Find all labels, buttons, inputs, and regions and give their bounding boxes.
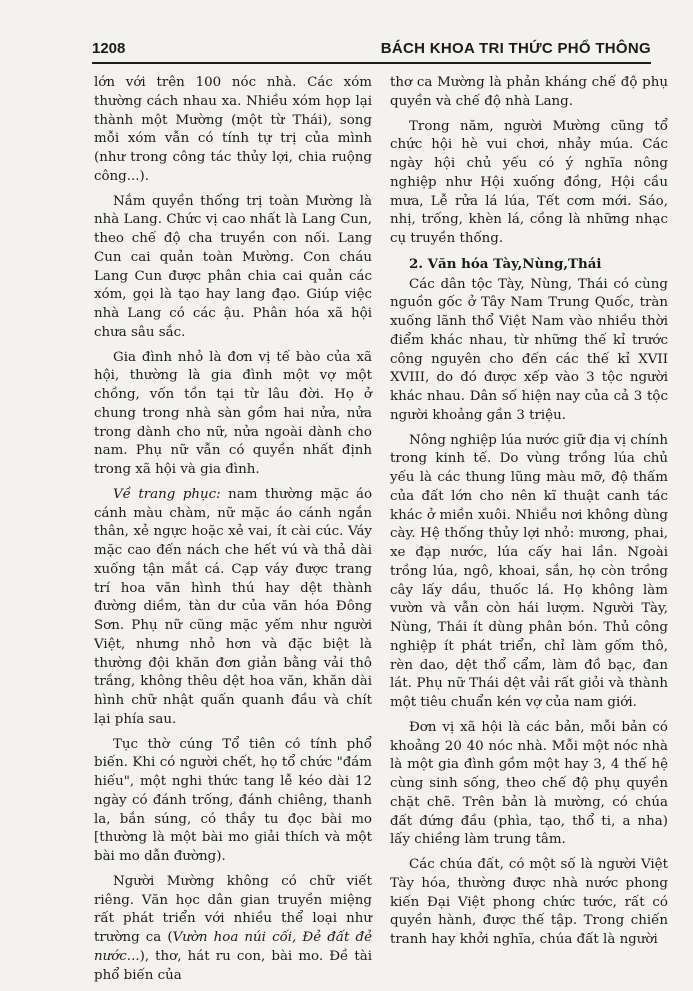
paragraph-literature [94, 873, 372, 986]
paragraph: Nắm quyền thống trị toàn Mường là nhà Lang. Chức vị cao nhất là Lang Cun, theo chế độ cha truyền con nối. Lang Cun cai quản toàn Mường. Con cháu Lang Cun được phân chia cai quản các xóm, gọi là tạo hay lang đạo. Giúp việc nhà Lang có các ậu. Phân hóa xã hội chưa sâu sắc. [94, 193, 372, 340]
page-header [92, 36, 651, 64]
paragraph: Nông nghiệp lúa nước giữ địa vị chính trong kinh tế. Do vùng trồng lúa chủ yếu là các thung lũng màu mỡ, độ thấm của đất lớn cho nên kĩ thuật canh tác khác ở miền xuôi. Nhiều nơi không dùng cày. Hệ thống thủy lợi nhỏ: mương, phai, xe đạp nước, lúa cấy hai lần. Ngoài trồng lúa, ngô, khoai, sắn, họ còn trồng cây lấy dầu, thuốc lá. Họ không làm vườn và vẫn còn hái lượm. Người Tày, Nùng, Thái ít dùng phân bón. Thủ công nghiệp ít phát triển, chỉ làm gốm thô, rèn dao, dệt thổ cẩm, làm đồ bạc, đan lát. Phụ nữ Thái dệt vải rất giỏi và thành một tiêu chuẩn kén vợ của nam giới. [390, 432, 668, 710]
right-column [390, 74, 668, 956]
literature-works: Vườn hoa núi cối, Đẻ đất đẻ nước... [94, 930, 372, 964]
book-title: BÁCH KHOA TRI THỨC PHỔ THÔNG [380, 40, 651, 57]
page-number: 1208 [92, 40, 126, 57]
paragraph-costume [94, 486, 372, 730]
paragraph: Các dân tộc Tày, Nùng, Thái có cùng nguồn gốc ở Tây Nam Trung Quốc, tràn xuống lãnh thổ Việt Nam vào nhiều thời điểm khác nhau, từ những thế kỉ trước công nguyên cho đến các thế kỉ XVII XVIII, do đó được xếp vào 3 tộc người khác nhau. Dân số hiện nay của cả 3 tộc người khoảng gần 3 triệu. [390, 276, 668, 423]
paragraph: Đơn vị xã hội là các bản, mỗi bản có khoảng 20 40 nóc nhà. Mỗi một nóc nhà là một gia đình gồm một hay 3, 4 thế hệ cùng sinh sống, theo chế độ phụ quyền chặt chẽ. Trên bản là mường, có chúa đất đứng đầu (phìa, tạo, thổ ti, a nha) lấy chiềng làm trung tâm. [390, 719, 668, 848]
paragraph: lớn với trên 100 nóc nhà. Các xóm thường cách nhau xa. Nhiều xóm họp lại thành một Mường (một từ Thái), song mỗi xóm vẫn có tính tự trị của mình (như trong công tác thủy lợi, chia ruộng công...). [94, 75, 372, 184]
costume-lead: Về trang phục: [113, 486, 221, 502]
costume-body: nam thường mặc áo cánh màu chàm, nữ mặc áo cánh ngắn thân, xẻ ngực hoặc xẻ vai, ít cài cúc. Váy mặc cao đến nách che hết vú và thả dài xuống tận mắt cá. Cạp váy được trang trí hoa văn hình thú hay dệt thành đường diềm, tàn dư của văn hóa Đông Sơn. Phụ nữ cũng mặc yếm như người Việt, nhưng nhỏ hơn và đặc biệt là thường đội khăn đơn giản bằng vải thô trắng, không thêu dệt hoa văn, khăn dài hình chữ nhật quấn quanh đầu và chít lại phía sau. [94, 486, 373, 727]
paragraph: thơ ca Mường là phản kháng chế độ phụ quyền và chế độ nhà Lang. [390, 75, 668, 109]
left-column [94, 74, 372, 991]
section-heading: 2. Văn hóa Tày,Nùng,Thái [409, 255, 602, 272]
literature-text-b: ), thơ, hát ru con, bài mo. Đề tài phổ biến của [94, 948, 372, 983]
paragraph: Tục thờ cúng Tổ tiên có tính phổ biến. Khi có người chết, họ tổ chức "đám hiếu", một nghi thức tang lễ kéo dài 12 ngày có đánh trống, đánh chiêng, thanh la, bắn súng, có thầy tu đọc bài mo [thường là một bài mo giải thích và một bài mo dẫn đường). [94, 736, 372, 864]
paragraph: Các chúa đất, có một số là người Việt Tày hóa, thường được nhà nước phong kiến Đại Việt phong chức tước, rất có quyền hành, được thế tập. Trong chiến tranh hay khởi nghĩa, chúa đất là người [390, 857, 668, 947]
paragraph: Gia đình nhỏ là đơn vị tế bào của xã hội, thường là gia đình một vợ một chồng, vốn tồn tại từ lâu đời. Họ ở chung trong nhà sàn gồm hai nửa, nửa trong dành cho nữ, nửa ngoài dành cho nam. Phụ nữ vẫn có quyền nhất định trong xã hội và gia đình. [94, 349, 372, 477]
paragraph: Trong năm, người Mường cũng tổ chức hội hè vui chơi, nhảy múa. Các ngày hội chủ yếu có ý nghĩa nông nghiệp như Hội xuống đồng, Hội cầu mưa, Lễ rửa lá lúa, Tết cơm mới. Sáo, nhị, trống, khèn lá, cồng là những nhạc cụ truyền thống. [390, 118, 668, 246]
literature-text-a: Người Mường không có chữ viết riêng. Văn học dân gian truyền miệng rất phát triển với nhiều thể loại như trường ca ( [94, 873, 372, 945]
